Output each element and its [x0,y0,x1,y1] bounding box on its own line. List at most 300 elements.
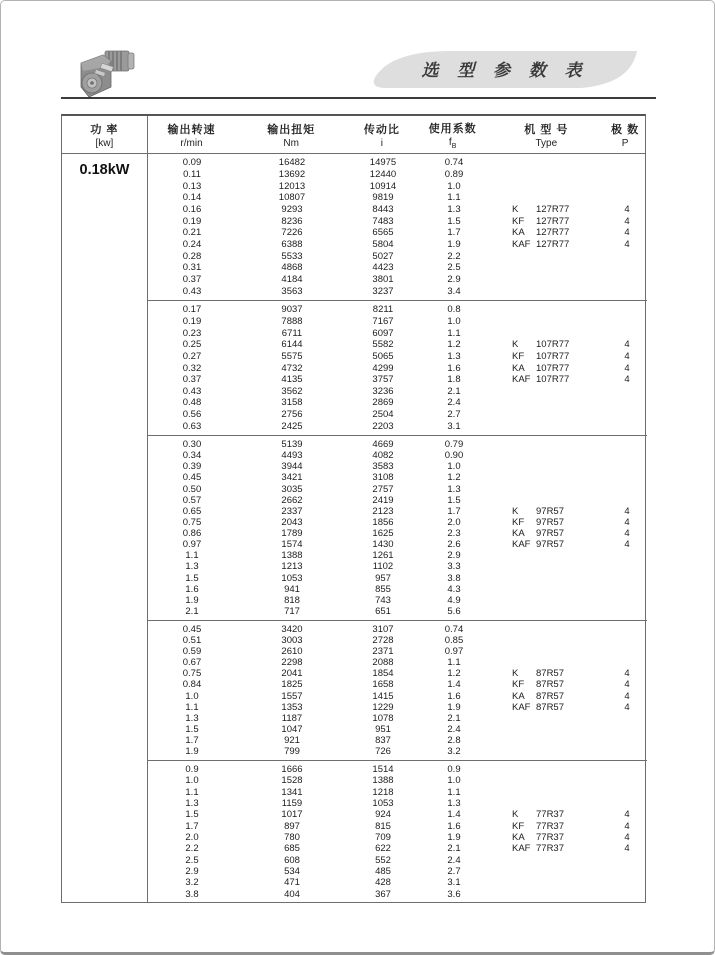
table-row [147,606,647,617]
header-col-poles [605,116,645,153]
cell-ratio: 2371 [372,646,394,658]
table-row [147,889,647,900]
cell-service-factor: 4.9 [447,594,461,606]
cell-ratio: 10914 [369,180,397,192]
header-col-power [62,116,147,153]
cell-torque: 3035 [281,483,303,495]
cell-ratio: 1261 [372,550,394,562]
cell-speed: 2.2 [185,843,199,855]
cell-ratio: 4669 [372,439,394,451]
cell-poles: 4 [624,820,630,832]
cell-service-factor: 1.0 [447,461,461,473]
cell-torque: 897 [284,820,300,832]
header-type-cn: 机 型 号 [524,123,569,136]
table-row [147,397,647,409]
table-row [147,724,647,735]
table-row [147,439,647,450]
cell-model: KAF 87R57 [512,701,564,713]
cell-speed: 0.28 [182,250,202,262]
cell-poles: 4 [624,528,630,540]
table-row [147,285,647,297]
cell-ratio: 7167 [372,315,394,327]
cell-model: K 107R77 [512,339,570,351]
cell-speed: 0.09 [182,157,202,169]
cell-torque: 9293 [281,204,303,216]
table-row [147,157,647,169]
cell-ratio: 3108 [372,472,394,484]
cell-ratio: 2757 [372,483,394,495]
cell-ratio: 14975 [369,157,397,169]
table-row [147,550,647,561]
cell-model: KAF 127R77 [512,239,570,251]
cell-speed: 0.86 [182,528,202,540]
table-row [147,821,647,832]
cell-poles: 4 [624,374,630,386]
table-header [62,116,645,154]
table-row [147,809,647,820]
cell-torque: 13692 [278,169,306,180]
cell-torque: 16482 [278,157,306,169]
cell-speed: 0.13 [182,180,202,192]
header-col-type [488,116,606,153]
cell-torque: 2041 [281,668,303,680]
cell-torque: 1341 [281,786,303,798]
table-row [147,517,647,528]
cell-model: KAF 107R77 [512,374,570,386]
cell-service-factor: 0.74 [444,157,464,169]
cell-speed: 0.67 [182,657,202,669]
cell-torque: 921 [284,734,300,746]
cell-service-factor: 0.97 [444,646,464,658]
cell-service-factor: 2.1 [447,843,461,855]
cell-speed: 3.2 [185,877,199,889]
table-row [147,362,647,374]
cell-ratio: 4423 [372,262,394,274]
cell-service-factor: 1.2 [447,668,461,680]
table-row [147,561,647,572]
cell-model: KAF 77R37 [512,843,564,855]
table-row [147,573,647,584]
cell-poles: 4 [624,701,630,713]
cell-torque: 9037 [281,304,303,316]
cell-speed: 1.5 [185,572,199,584]
header-torque-cn: 输出扭矩 [267,123,316,136]
cell-ratio: 2869 [372,397,394,409]
table-row [147,180,647,192]
cell-torque: 941 [284,583,300,595]
cell-speed: 0.48 [182,397,202,409]
cell-ratio: 1102 [372,561,394,573]
cell-speed: 0.37 [182,274,202,286]
table-row [147,351,647,363]
cell-service-factor: 2.4 [447,397,461,409]
cell-ratio: 2123 [372,505,394,517]
cell-torque: 6388 [281,239,303,251]
table-row [147,702,647,713]
table-row [147,262,647,274]
table-row [147,735,647,746]
table-row [147,657,647,668]
cell-ratio: 7483 [372,215,394,227]
cell-speed: 1.6 [185,583,199,595]
cell-ratio: 726 [375,745,391,757]
cell-service-factor: 1.2 [447,472,461,484]
table-row [147,646,647,657]
cell-speed: 0.75 [182,668,202,680]
cell-torque: 1666 [281,764,303,776]
cell-ratio: 3236 [372,385,394,397]
cell-ratio: 1388 [372,775,394,787]
cell-speed: 1.3 [185,712,199,724]
cell-service-factor: 1.8 [447,374,461,386]
cell-service-factor: 1.6 [447,362,461,374]
cell-speed: 1.9 [185,594,199,606]
cell-torque: 1159 [281,798,303,810]
cell-speed: 1.9 [185,745,199,757]
cell-ratio: 651 [375,605,391,617]
header-col-torque [236,116,346,153]
cell-service-factor: 3.1 [447,877,461,889]
cell-service-factor: 3.2 [447,745,461,757]
cell-torque: 471 [284,877,300,889]
cell-service-factor: 2.6 [447,539,461,551]
cell-speed: 0.43 [182,285,202,297]
cell-service-factor: 2.8 [447,734,461,746]
cell-speed: 0.16 [182,204,202,216]
cell-speed: 0.37 [182,374,202,386]
cell-speed: 0.31 [182,262,202,274]
cell-poles: 4 [624,204,630,216]
cell-service-factor: 2.7 [447,866,461,878]
table-body [62,154,645,903]
header-ratio-cn: 传动比 [363,123,400,136]
cell-ratio: 743 [375,594,391,606]
header-torque-unit: Nm [283,137,299,149]
table-block [147,154,647,300]
cell-service-factor: 5.6 [447,605,461,617]
cell-service-factor: 3.6 [447,888,461,900]
cell-torque: 6711 [281,327,303,339]
cell-torque: 818 [284,594,300,606]
cell-ratio: 6097 [372,327,394,339]
cell-speed: 0.24 [182,239,202,251]
cell-service-factor: 1.4 [447,809,461,821]
cell-service-factor: 1.9 [447,701,461,713]
cell-speed: 0.39 [182,461,202,473]
cell-ratio: 3801 [372,274,394,286]
power-value: 0.18kW [79,162,130,178]
cell-service-factor: 3.1 [447,420,461,432]
cell-ratio: 924 [375,809,391,821]
cell-speed: 1.1 [185,786,199,798]
cell-speed: 0.97 [182,539,202,551]
power-column-divider [147,116,148,902]
cell-model: K 97R57 [512,505,564,517]
cell-poles: 4 [624,668,630,680]
cell-speed: 0.45 [182,624,202,636]
cell-model: KF 127R77 [512,215,570,227]
cell-service-factor: 1.7 [447,227,461,239]
cell-ratio: 1218 [372,786,394,798]
cell-speed: 1.7 [185,734,199,746]
cell-speed: 0.57 [182,494,202,506]
cell-poles: 4 [624,239,630,251]
cell-model: KA 87R57 [512,690,564,702]
cell-model: K 87R57 [512,668,564,680]
cell-speed: 0.9 [185,764,199,776]
header-power-cn: 功 率 [90,123,119,136]
header-poles-cn: 极 数 [611,123,640,136]
cell-ratio: 5582 [372,339,394,351]
cell-speed: 2.1 [185,605,199,617]
cell-speed: 1.3 [185,798,199,810]
cell-speed: 0.19 [182,215,202,227]
cell-ratio: 2504 [372,409,394,421]
table-row [147,472,647,483]
cell-model: K 77R37 [512,809,564,821]
cell-ratio: 1229 [372,701,394,713]
cell-service-factor: 1.3 [447,798,461,810]
cell-ratio: 1430 [372,539,394,551]
title-banner [369,47,641,93]
cell-torque: 3158 [281,397,303,409]
cell-speed: 0.17 [182,304,202,316]
table-row [147,204,647,216]
table-row [147,450,647,461]
cell-torque: 3421 [281,472,303,484]
cell-torque: 1053 [281,572,303,584]
cell-service-factor: 1.9 [447,239,461,251]
cell-ratio: 552 [375,854,391,866]
cell-poles: 4 [624,679,630,691]
cell-ratio: 951 [375,723,391,735]
cell-torque: 7888 [281,315,303,327]
cell-service-factor: 1.0 [447,315,461,327]
cell-service-factor: 2.5 [447,262,461,274]
gearmotor-illustration [75,43,139,105]
cell-torque: 717 [284,605,300,617]
gearmotor-photo [75,43,139,105]
cell-poles: 4 [624,362,630,374]
cell-torque: 1557 [281,690,303,702]
cell-ratio: 5804 [372,239,394,251]
table-block [147,300,647,435]
cell-torque: 2337 [281,505,303,517]
table-row [147,635,647,646]
cell-service-factor: 1.7 [447,505,461,517]
cell-ratio: 2728 [372,635,394,647]
cell-service-factor: 1.4 [447,679,461,691]
cell-torque: 1574 [281,539,303,551]
table-row [147,484,647,495]
cell-speed: 0.19 [182,315,202,327]
cell-ratio: 3107 [372,624,394,636]
cell-service-factor: 1.6 [447,690,461,702]
cell-ratio: 1053 [372,798,394,810]
table-row [147,713,647,724]
table-row [147,409,647,421]
cell-torque: 4868 [281,262,303,274]
cell-ratio: 4299 [372,362,394,374]
table-row [147,420,647,432]
cell-poles: 4 [624,539,630,551]
cell-service-factor: 4.3 [447,583,461,595]
cell-torque: 4493 [281,450,303,462]
cell-ratio: 1658 [372,679,394,691]
cell-speed: 0.34 [182,450,202,462]
cell-ratio: 709 [375,832,391,844]
cell-service-factor: 2.9 [447,550,461,562]
table-row [147,316,647,328]
table-row [147,584,647,595]
cell-ratio: 8211 [372,304,394,316]
header-col-ratio [346,116,418,153]
cell-speed: 0.11 [183,169,201,180]
cell-service-factor: 1.9 [447,832,461,844]
cell-speed: 0.56 [182,409,202,421]
table-row [147,461,647,472]
cell-ratio: 2203 [372,420,394,432]
cell-ratio: 1078 [372,712,394,724]
cell-torque: 608 [284,854,300,866]
cell-speed: 0.65 [182,505,202,517]
cell-torque: 10807 [278,192,306,204]
cell-model: KA 127R77 [512,227,570,239]
cell-service-factor: 0.9 [447,764,461,776]
cell-speed: 0.32 [182,362,202,374]
table-row [147,327,647,339]
cell-torque: 3003 [281,635,303,647]
cell-torque: 2610 [281,646,303,658]
cell-torque: 1789 [281,528,303,540]
cell-speed: 0.75 [182,516,202,528]
cell-ratio: 3583 [372,461,394,473]
cell-torque: 685 [284,843,300,855]
cell-ratio: 1625 [372,528,394,540]
table-row [147,690,647,701]
cell-poles: 4 [624,350,630,362]
cell-service-factor: 1.0 [447,775,461,787]
cell-torque: 3944 [281,461,303,473]
table-row [147,624,647,635]
cell-service-factor: 1.5 [447,494,461,506]
cell-torque: 2756 [281,409,303,421]
header-poles-unit: P [621,137,629,149]
cell-torque: 534 [284,866,300,878]
cell-poles: 4 [624,505,630,517]
header-fb-unit: $f_B$ [448,136,457,150]
cell-torque: 4732 [281,362,303,374]
cell-ratio: 8443 [372,204,394,216]
cell-service-factor: 2.4 [447,854,461,866]
cell-ratio: 1856 [372,516,394,528]
cell-speed: 3.8 [185,888,199,900]
header-power-unit: [kw] [95,137,114,149]
table-row [147,539,647,550]
cell-model: KF 97R57 [512,516,564,528]
table-row [147,843,647,854]
cell-poles: 4 [624,516,630,528]
cell-model: KF 87R57 [512,679,564,691]
cell-speed: 2.0 [185,832,199,844]
cell-speed: 0.30 [182,439,202,451]
cell-speed: 0.27 [182,350,202,362]
table-row [147,169,647,181]
header-col-service-factor [418,116,488,153]
cell-poles: 4 [624,843,630,855]
cell-torque: 1825 [281,679,303,691]
table-row [147,855,647,866]
cell-speed: 0.45 [182,472,202,484]
cell-poles: 4 [624,227,630,239]
cell-speed: 1.1 [185,550,199,562]
cell-ratio: 3757 [372,374,394,386]
cell-torque: 1353 [281,701,303,713]
cell-torque: 3563 [281,285,303,297]
cell-torque: 5575 [281,350,303,362]
cell-ratio: 1854 [372,668,394,680]
cell-torque: 5139 [281,439,303,451]
cell-service-factor: 2.7 [447,409,461,421]
cell-speed: 1.7 [185,820,199,832]
cell-service-factor: 1.1 [447,192,461,204]
cell-poles: 4 [624,690,630,702]
table-row [147,495,647,506]
cell-torque: 3562 [281,385,303,397]
table-block [147,435,647,620]
table-row [147,250,647,262]
cell-speed: 2.5 [185,854,199,866]
cell-model: K 127R77 [512,204,570,216]
table-row [147,679,647,690]
cell-service-factor: 3.4 [447,285,461,297]
cell-service-factor: 1.6 [447,820,461,832]
cell-model: KF 77R37 [512,820,564,832]
cell-torque: 4184 [281,274,303,286]
cell-service-factor: 0.79 [444,439,464,451]
cell-speed: 0.14 [182,192,202,204]
cell-torque: 1017 [281,809,303,821]
cell-speed: 0.21 [182,227,202,239]
cell-speed: 1.5 [185,723,199,735]
cell-torque: 1047 [281,723,303,735]
cell-ratio: 1514 [372,764,394,776]
cell-service-factor: 2.1 [447,712,461,724]
cell-ratio: 367 [375,888,391,900]
cell-model: KA 107R77 [512,362,570,374]
cell-torque: 2662 [281,494,303,506]
cell-service-factor: 2.1 [447,385,461,397]
cell-model: KF 107R77 [512,350,570,362]
table-block [147,760,647,903]
table-row [147,215,647,227]
cell-torque: 2043 [281,516,303,528]
cell-speed: 0.84 [182,679,202,691]
cell-speed: 0.50 [182,483,202,495]
cell-ratio: 622 [375,843,391,855]
cell-speed: 1.3 [185,561,199,573]
cell-poles: 4 [624,215,630,227]
table-row [147,274,647,286]
cell-speed: 1.1 [185,701,199,713]
cell-torque: 4135 [281,374,303,386]
cell-model: KA 97R57 [512,528,564,540]
cell-ratio: 4082 [372,450,394,462]
cell-service-factor: 3.3 [447,561,461,573]
table-row [147,528,647,539]
cell-ratio: 957 [375,572,391,584]
table-row [147,746,647,757]
